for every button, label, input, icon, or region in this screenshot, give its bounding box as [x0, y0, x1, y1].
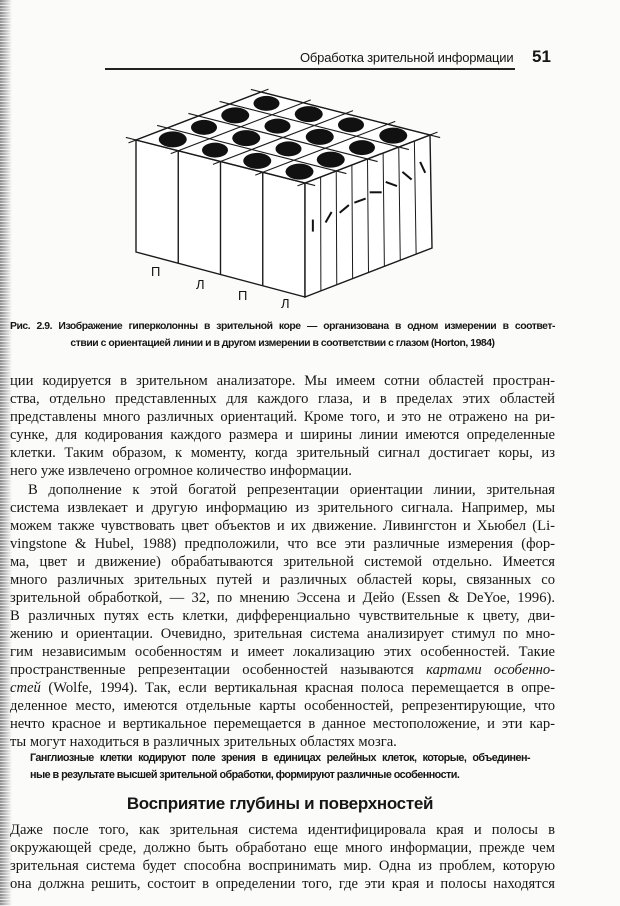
eye-column-label: Л	[281, 296, 290, 311]
text-line	[10, 481, 555, 499]
page-number: 51	[532, 47, 551, 66]
text-segment: сунке, для кодирования каждого размера и ширины линии имеются определенные	[10, 427, 555, 443]
text-segment: можем также чувствовать цвет объектов и их движение. Ливингстон и Хьюбел (Li-	[10, 518, 555, 534]
text-line	[10, 857, 555, 875]
text-segment: пространственные репрезентации особенностей называются	[10, 662, 427, 678]
eye-column-label: П	[238, 288, 248, 303]
text-line	[10, 697, 555, 715]
caption-line: ствии с ориентацией линии и в другом измерении в соответствии с глазом (Horton, 1984)	[70, 338, 495, 349]
text-line	[10, 589, 555, 607]
ocular-dominance-blob	[221, 107, 249, 123]
ocular-dominance-blob	[306, 129, 334, 145]
section-heading: Восприятие глубины и поверхностей	[126, 794, 434, 813]
text-segment: (Wolfe, 1994). Так, если вертикальная красная полоса перемещается в опре-	[40, 680, 555, 696]
text-line	[10, 444, 555, 462]
text-segment: она должна решить, состоит в определении того, где эти края и полосы находятся	[10, 876, 555, 892]
text-segment: система извлекает и другую информацию из зрительного сигнала. Например, мы	[10, 500, 555, 516]
text-line	[10, 390, 555, 408]
text-segment: ции кодируется в зрительном анализаторе. Мы имеем сотни областей простран-	[10, 373, 555, 389]
paragraph-1	[10, 372, 555, 480]
text-line	[10, 625, 555, 643]
text-segment: ты могут находиться в различных зрительных областях мозга.	[10, 734, 397, 750]
text-line	[10, 661, 555, 679]
hypercolumn-figure	[0, 0, 620, 320]
ocular-dominance-blob	[254, 96, 280, 111]
text-segment: представлены много различных ориентаций. Кроме того, и это не отражено на ри-	[10, 409, 555, 425]
text-segment: гим независимым особенностям и имеет локализацию этих особенностей. Такие	[10, 644, 555, 660]
running-title: Обработка зрительной информации	[300, 50, 514, 65]
text-line	[10, 679, 555, 697]
eye-column-label: П	[151, 264, 161, 279]
ocular-dominance-blob	[295, 106, 323, 122]
text-segment: окружающей среде, должно быть обработано еще много информации, прежде чем	[10, 840, 555, 856]
ocular-dominance-blob	[265, 119, 291, 134]
text-segment: В дополнение к этой богатой репрезентации ориентации линии, зрительная	[28, 482, 555, 498]
text-segment: много различных зрительных путей и различных областей коры, связанных со	[10, 572, 555, 588]
text-line	[10, 372, 555, 390]
text-line	[10, 715, 555, 733]
text-segment: зрительная система будет способна воспринимать мир. Одна из проблем, которую	[10, 858, 555, 874]
ocular-dominance-blob	[338, 117, 364, 132]
text-line	[10, 408, 555, 426]
summary-note	[30, 750, 530, 784]
text-line	[10, 821, 555, 839]
text-line	[10, 571, 555, 589]
text-segment: ма, цвет и движение) обрабатываются зрительной системой отдельно. Имеется	[10, 554, 555, 570]
ocular-dominance-blob	[243, 153, 271, 169]
text-segment: жению и ориентации. Очевидно, зрительная система анализирует стимул по мно-	[10, 626, 555, 642]
ocular-dominance-blob	[159, 131, 187, 147]
text-segment: клетки. Таким образом, к моменту, когда зрительный сигнал достигает коры, из	[10, 445, 555, 461]
text-line	[10, 643, 555, 661]
caption-label: Рис. 2.9.	[10, 321, 53, 332]
text-segment: деленное место, имеются отдельные карты особенностей, репрезентирующие, что	[10, 698, 555, 714]
text-segment: ства, отдельно представленных для каждого глаза, и в пределах этих областей	[10, 391, 555, 407]
text-line	[10, 553, 555, 571]
text-segment: vingstone & Hubel, 1988) предположили, что все эти различные измерения (фор-	[10, 536, 555, 552]
column-divider	[336, 171, 337, 285]
text-segment: него уже извлечено огромное количество информации.	[10, 463, 352, 479]
text-line	[10, 462, 555, 480]
text-segment: зрительной обработкой, — 32, по мнению Эссена и Дейо (Essen & DeYoe, 1996).	[10, 590, 555, 606]
text-segment: Даже после того, как зрительная система идентифицировала края и полосы в	[10, 822, 555, 838]
text-line	[10, 607, 555, 625]
eye-column-label: Л	[196, 277, 205, 292]
ocular-dominance-blob	[287, 164, 313, 179]
text-segment: нечто красное и вертикальное перемещается в данное местоположение, и эти кар-	[10, 716, 555, 732]
text-line	[10, 875, 555, 893]
ocular-dominance-blob	[349, 140, 375, 155]
ocular-dominance-blob	[317, 152, 345, 168]
italic-term: стей	[10, 680, 41, 696]
text-line	[10, 426, 555, 444]
paragraph-2	[10, 481, 555, 751]
paragraph-3	[10, 821, 555, 893]
note-line: ные в результате высшей зрительной обработки, формируют различные особенности.	[30, 769, 460, 781]
text-line	[10, 535, 555, 553]
text-line	[10, 499, 555, 517]
ocular-dominance-blob	[232, 130, 260, 146]
italic-term: картами особенно-	[426, 662, 555, 678]
ocular-dominance-blob	[191, 120, 217, 135]
ocular-dominance-blob	[379, 128, 407, 144]
text-segment: В различных путях есть клетки, дифференциально чувствительные к цвету, дви-	[10, 608, 555, 624]
text-line	[10, 517, 555, 535]
ocular-dominance-blob	[202, 143, 228, 158]
caption-line: Изображение гиперколонны в зрительной коре — организована в одном измерении в соответ-	[58, 321, 556, 332]
text-line	[10, 733, 555, 751]
ocular-dominance-blob	[276, 141, 302, 156]
figure-caption	[10, 318, 555, 352]
text-line	[10, 839, 555, 857]
note-line: Ганглиозные клетки кодируют поле зрения в единицах релейных клеток, которые, объединен-	[30, 752, 530, 764]
